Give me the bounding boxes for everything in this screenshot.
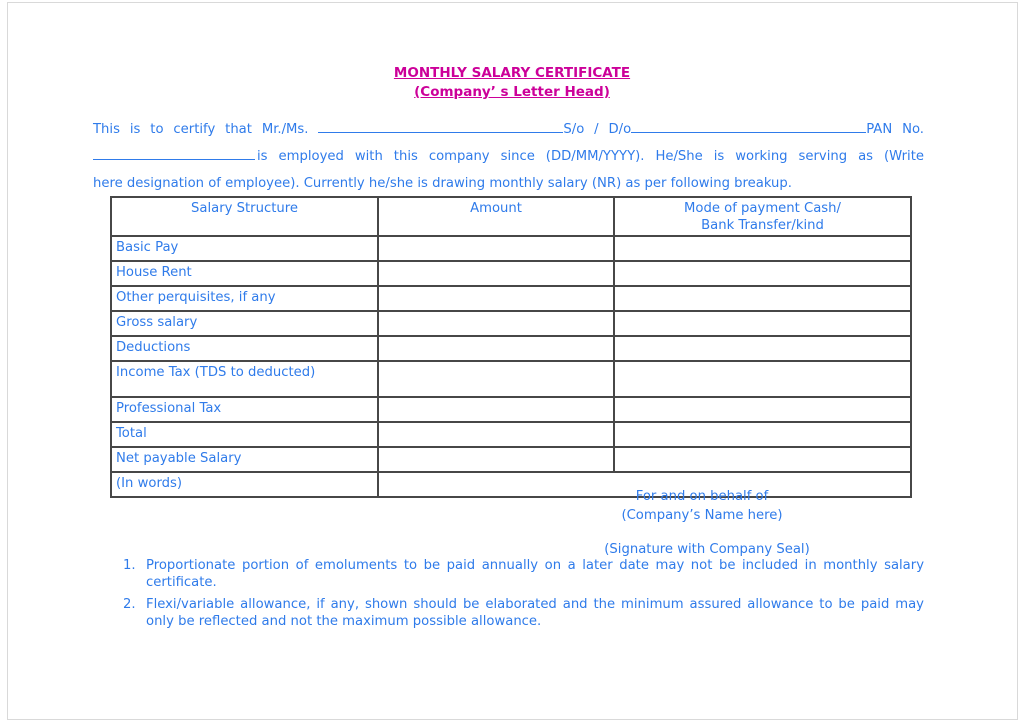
mode-cell-empty (614, 286, 911, 311)
table-row-basic-pay (111, 236, 911, 261)
son-daughter-of-text: S/o / D/o (563, 122, 632, 137)
blank-line-pan-number (93, 146, 255, 160)
signature-block (552, 488, 852, 525)
mode-cell-empty (614, 361, 911, 397)
header-mode-of-payment: Mode of payment Cash/ Bank Transfer/kind (614, 197, 911, 236)
mode-cell-empty (614, 261, 911, 286)
row-label: House Rent (111, 261, 378, 286)
table-row-house-rent (111, 261, 911, 286)
mode-cell-empty (614, 236, 911, 261)
amount-cell-empty (378, 286, 614, 311)
row-label: Total (111, 422, 378, 447)
table-row-net-payable-salary (111, 447, 911, 472)
company-name-placeholder: (Company’s Name here) (621, 507, 783, 523)
employed-since-text: is employed with this company since (DD/MM/YYYY). He/She is working serving as (Write (257, 149, 924, 164)
note-text: Proportionate portion of emoluments to be paid annually on a later date may not be included in monthly salary certificate. (146, 558, 924, 590)
letterhead-subtitle: (Company’ s Letter Head) (414, 84, 610, 100)
amount-cell-empty (378, 447, 614, 472)
note-item-2 (123, 597, 924, 630)
table-header-row (111, 197, 911, 236)
amount-cell-empty (378, 236, 614, 261)
intro-line-2 (93, 143, 924, 170)
intro-line-3: here designation of employee). Currently he/she is drawing monthly salary (NR) as per following breakup. (93, 176, 792, 191)
blank-line-parent-name (631, 119, 866, 133)
salary-breakup-table (110, 196, 912, 498)
table-row-deductions (111, 336, 911, 361)
footnotes (123, 558, 924, 636)
table-row-gross-salary (111, 311, 911, 336)
amount-cell-empty (378, 336, 614, 361)
header-salary-structure: Salary Structure (111, 197, 378, 236)
mode-cell-empty (614, 422, 911, 447)
row-label: Gross salary (111, 311, 378, 336)
note-number: 1. (123, 558, 136, 573)
signature-seal-line: (Signature with Company Seal) (604, 542, 810, 557)
header-amount: Amount (378, 197, 614, 236)
on-behalf-of-text: For and on behalf of (635, 489, 769, 504)
pan-label: PAN No. (866, 122, 924, 137)
blank-line-employee-name (318, 119, 563, 133)
amount-cell-empty (378, 261, 614, 286)
amount-cell-empty (378, 361, 614, 397)
row-label: Deductions (111, 336, 378, 361)
row-label: Professional Tax (111, 397, 378, 422)
row-label: (In words) (111, 472, 378, 497)
table-row-other-perquisites (111, 286, 911, 311)
note-item-1 (123, 558, 924, 591)
amount-cell-empty (378, 422, 614, 447)
table-row-professional-tax (111, 397, 911, 422)
row-label: Other perquisites, if any (111, 286, 378, 311)
amount-cell-empty (378, 397, 614, 422)
mode-cell-empty (614, 447, 911, 472)
row-label: Income Tax (TDS to deducted) (111, 361, 378, 397)
row-label: Basic Pay (111, 236, 378, 261)
row-label: Net payable Salary (111, 447, 378, 472)
certify-prefix-text: This is to certify that Mr./Ms. (93, 122, 309, 137)
document-title-block (0, 64, 1024, 102)
note-number: 2. (123, 597, 136, 612)
mode-cell-empty (614, 311, 911, 336)
certification-paragraph (93, 116, 924, 197)
mode-cell-empty (614, 336, 911, 361)
document-title: MONTHLY SALARY CERTIFICATE (393, 65, 631, 81)
amount-cell-empty (378, 311, 614, 336)
mode-cell-empty (614, 397, 911, 422)
note-text: Flexi/variable allowance, if any, shown should be elaborated and the minimum assured allowance to be paid may only be reflected and not the maximum possible allowance. (146, 597, 924, 629)
table-row-income-tax (111, 361, 911, 397)
table-row-total (111, 422, 911, 447)
intro-line-1 (93, 116, 924, 143)
